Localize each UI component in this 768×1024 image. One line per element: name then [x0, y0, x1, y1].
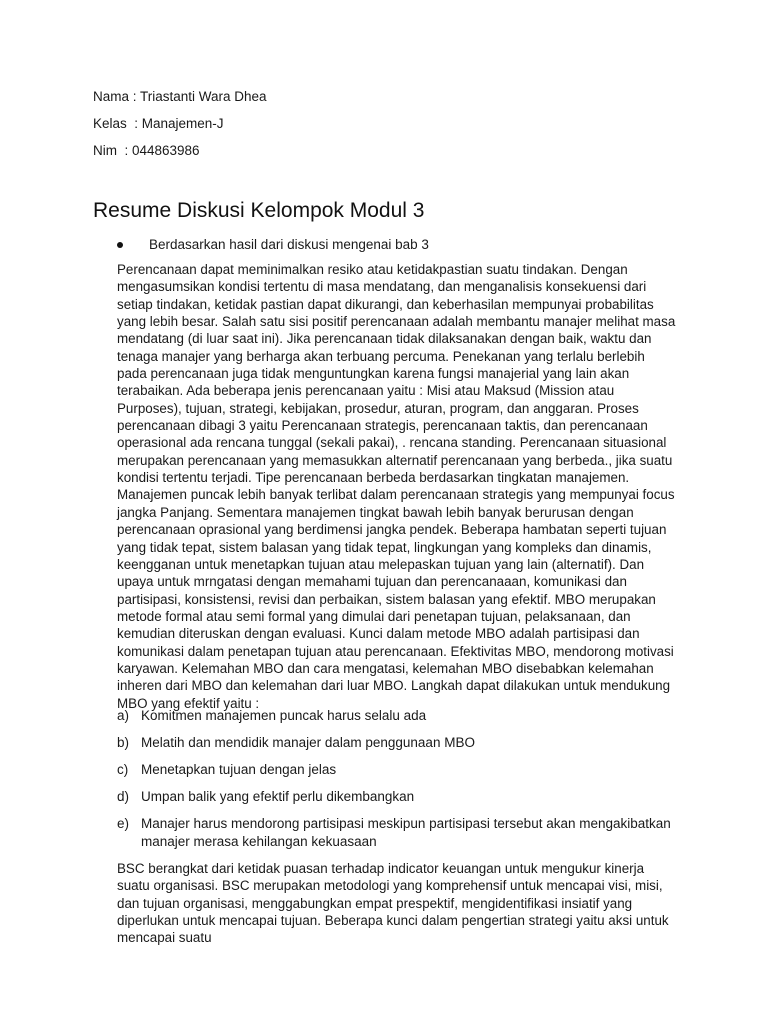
body-paragraph-2: BSC berangkat dari ketidak puasan terhadap indicator keuangan untuk mengukur kinerja suatu organisasi. BSC merupakan metodologi yang komprehensif untuk mencapai visi, misi, dan tujuan organisasi, menggabungkan empat prespektif, mengidentifikasi insiatif yang diperlukan untuk mencapai tujuan. Beberapa kunci dalam pengertian strategi yaitu aksi untuk mencapai suatu — [117, 861, 669, 946]
list-marker: e) — [117, 816, 130, 831]
list-marker: a) — [117, 708, 130, 723]
list-item — [117, 734, 677, 752]
bullet-icon — [117, 242, 123, 248]
bullet-text: Berdasarkan hasil dari diskusi mengenai bab 3 — [149, 237, 429, 252]
list-item-text: Melatih dan mendidik manajer dalam penggunaan MBO — [141, 735, 475, 750]
mbo-steps-list — [117, 707, 677, 860]
student-name: Nama : Triastanti Wara Dhea — [93, 89, 267, 104]
list-item-text: Menetapkan tujuan dengan jelas — [141, 762, 337, 777]
list-marker: d) — [117, 789, 130, 804]
document-title: Resume Diskusi Kelompok Modul 3 — [93, 199, 425, 222]
list-marker: c) — [117, 762, 129, 777]
student-id: Nim : 044863986 — [93, 143, 200, 158]
list-marker: b) — [117, 735, 130, 750]
list-item-text: Umpan balik yang efektif perlu dikembangkan — [141, 789, 415, 804]
list-item — [117, 815, 677, 850]
list-item — [117, 761, 677, 779]
body-paragraph-1: Perencanaan dapat meminimalkan resiko atau ketidakpastian suatu tindakan. Dengan mengasumsikan kondisi tertentu di masa mendatang, dan menganalisis konsekuensi dari setiap tindakan, ketidak pastian dapat dikurangi, dan keberhasilan mempunyai probabilitas yang lebih besar. Salah satu sisi positif perencanaan adalah membantu manajer melihat masa mendatang (di luar saat ini). Jika perencanaan tidak dilaksanakan dengan baik, waktu dan tenaga manajer yang berharga akan terbuang percuma. Penekanan yang terlalu berlebih pada perencanaan juga tidak menguntungkan karena fungsi manajerial yang lain akan terabaikan. Ada beberapa jenis perencanaan yaitu : Misi atau Maksud (Mission atau Purposes), tujuan, strategi, kebijakan, prosedur, aturan, program, dan anggaran. Proses perencanaan dibagi 3 yaitu Perencanaan strategis, perencanaan taktis, dan perencanaan operasional ada rencana tunggal (sekali pakai), . rencana standing. Perencanaan situasional merupakan perencanaan yang memasukkan alternatif perencanaan yang berbeda., jika suatu kondisi tertentu terjadi. Tipe perencanaan berbeda berdasarkan tingkatan manajemen. Manajemen puncak lebih banyak terlibat dalam perencanaan strategis yang mempunyai focus jangka Panjang. Sementara manajemen tingkat bawah lebih banyak berurusan dengan perencanaan oprasional yang berdimensi jangka pendek. Beberapa hambatan seperti tujuan yang tidak tepat, sistem balasan yang tidak tepat, lingkungan yang kompleks dan dinamis, keengganan untuk menetapkan tujuan atau melepaskan tujuan yang lain (alternatif). Dan upaya untuk mrngatasi dengan memahami tujuan dan perencanaaan, komunikasi dan partisipasi, konsistensi, revisi dan perbaikan, sistem balasan yang efektif. MBO merupakan metode formal atau semi formal yang dimulai dari penetapan tujuan, pelaksanaan, dan kemudian diteruskan dengan evaluasi. Kunci dalam metode MBO adalah partisipasi dan komunikasi dalam penetapan tujuan atau perencanaan. Efektivitas MBO, mendorong motivasi karyawan. Kelemahan MBO dan cara mengatasi, kelemahan MBO disebabkan kelemahan inheren dari MBO dan kelemahan dari luar MBO. Langkah dapat dilakukan untuk mendukung MBO yang efektif yaitu : — [117, 262, 676, 711]
list-item — [117, 788, 677, 806]
list-item — [117, 707, 677, 725]
list-item-text: Manajer harus mendorong partisipasi meskipun partisipasi tersebut akan mengakibatkan manajer merasa kehilangan kekuasaan — [141, 816, 671, 849]
list-item-text: Komitmen manajemen puncak harus selalu ada — [141, 708, 427, 723]
student-class: Kelas : Manajemen-J — [93, 116, 224, 131]
